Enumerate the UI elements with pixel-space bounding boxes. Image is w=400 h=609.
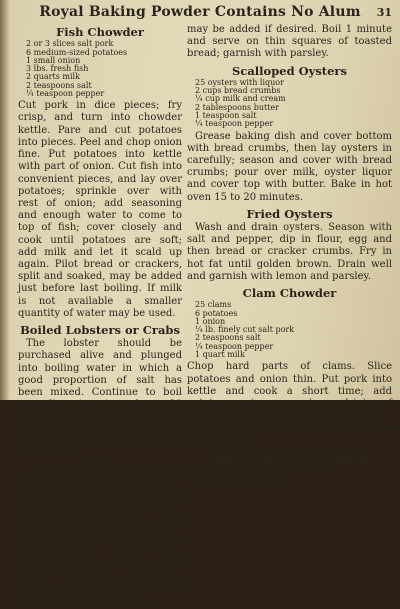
ingredient-item: ¼ lb. finely cut salt pork bbox=[195, 325, 295, 335]
recipe-text-boiled-lobsters-2: To open a boiled lobster, wipe off shell, break off large claws; separate tail from body; take body from shell, leaving "lady" or stomach, on shell. Save green fat and coral; remove small claws; remove woolly gills and discard, break body through middle and pick out meat from joints. Cut with sharp scissors through length of under side of tail, draw bbox=[18, 462, 182, 608]
ingredient-item: 2 or 3 slices salt pork bbox=[26, 39, 114, 49]
recipe-text-fried-oysters: Wash and drain oysters. Season with salt and pepper, dip in flour, egg and then bread or cracker crumbs. Fry in hot fat until golden brown. Drain well and garnish with lemon and parsley. bbox=[187, 222, 392, 282]
ingredient-item: 1 onion bbox=[195, 316, 226, 326]
ingredient-item: 1 teaspoon salt bbox=[195, 111, 257, 120]
recipe-text-clam-chowder: Chop hard parts of clams. Slice potatoes and onion thin. Put pork into kettle and cook a short time; add potatoes, onion, seasoning and juice of clams. Cook 2½ hours; then add clams. Boil 15 minutes and just before serving add hot milk. bbox=[187, 361, 392, 446]
ingredient-item: 2 cups bread crumbs bbox=[195, 86, 281, 96]
ingredient-item: 1 small onion bbox=[26, 55, 81, 65]
ingredient-list-clam-chowder bbox=[187, 301, 392, 359]
ingredient-item: ¼ cup milk and cream bbox=[195, 94, 286, 104]
ingredient-item: 25 clams bbox=[195, 300, 232, 310]
left-column bbox=[18, 22, 182, 609]
recipe-text-boiled-lobsters-1: The lobster should be purchased alive and plunged into boiling water in which a good proportion of salt has been mixed. Continue to boil according to size about 20 minutes. Crabs should be boiled in the same manner, but only a little more than half the time is necessary. bbox=[18, 338, 182, 459]
ingredient-list-scalloped-oysters bbox=[187, 79, 392, 129]
ingredient-item: 25 oysters with liquor bbox=[195, 77, 284, 87]
ingredient-item: 6 potatoes bbox=[195, 308, 238, 318]
book-binding-shadow bbox=[0, 0, 10, 400]
recipe-text-scalloped-oysters: Grease baking dish and cover bottom with bread crumbs, then lay oysters in carefully; season and cover with bread crumbs; pour over milk, oyster liquor and cover top with butter. Bake in hot oven 15 to 20 minutes. bbox=[187, 130, 392, 203]
ingredient-item: 6 medium-sized potatoes bbox=[26, 47, 128, 57]
ingredient-item: 2 cups finely cut shrimp, scallops, bbox=[195, 463, 333, 473]
ingredient-item: ¼ teaspoon pepper bbox=[26, 88, 105, 98]
ingredient-item: 1 quart milk bbox=[195, 350, 245, 360]
ingredient-item: ¼ teaspoon pepper bbox=[195, 341, 274, 351]
page-header-title: Royal Baking Powder Contains No Alum bbox=[39, 4, 361, 20]
right-column bbox=[187, 22, 392, 490]
ingredient-list-shell-fish-newburg bbox=[187, 465, 392, 490]
ingredient-item: 2 tablespoons butter bbox=[195, 102, 279, 112]
recipe-title-scalloped-oysters: Scalloped Oysters bbox=[232, 63, 347, 78]
ingredient-item: lobster, or crab meat bbox=[195, 472, 280, 482]
ingredient-item: ¼ teaspoon pepper bbox=[195, 119, 274, 129]
recipe-title-clam-chowder: Clam Chowder bbox=[242, 286, 337, 301]
ingredient-item: 2 teaspoons salt bbox=[26, 80, 92, 90]
page-number: 31 bbox=[376, 6, 392, 19]
continued-text: may be added if desired. Boil 1 minute and serve on thin squares of toasted bread; garnish with parsley. bbox=[187, 24, 392, 60]
recipe-title-fried-oysters: Fried Oysters bbox=[246, 206, 333, 221]
ingredient-item: 2 quarts milk bbox=[26, 72, 80, 82]
ingredient-list-fish-chowder bbox=[18, 40, 182, 98]
recipe-text-fish-chowder: Cut pork in dice pieces; fry crisp, and turn into chowder kettle. Pare and cut potatoes into pieces. Peel and chop onion fine. Put potatoes into kettle with part of onion. Cut fish into convenient pieces, and lay over potatoes; sprinkle over with rest of onion; add seasoning and enough water to come to top of fish; cover closely and cook until potatoes are soft; add milk and let it scald up again. Pilot bread or crackers, split and soaked, may be added just before last boiling. If milk is not available a smaller quantity of water may be used. bbox=[18, 100, 182, 319]
ingredient-item: 2 tablespoons butter bbox=[195, 480, 279, 490]
ingredient-item: 2 teaspoons salt bbox=[195, 333, 261, 343]
recipe-title-shell-fish-newburg: Shell Fish a la Newburg bbox=[212, 449, 367, 464]
recipe-title-fish-chowder: Fish Chowder bbox=[56, 25, 144, 39]
ingredient-item: 3 lbs. fresh fish bbox=[26, 64, 89, 74]
recipe-title-boiled-lobsters: Boiled Lobsters or Crabs bbox=[20, 322, 180, 337]
